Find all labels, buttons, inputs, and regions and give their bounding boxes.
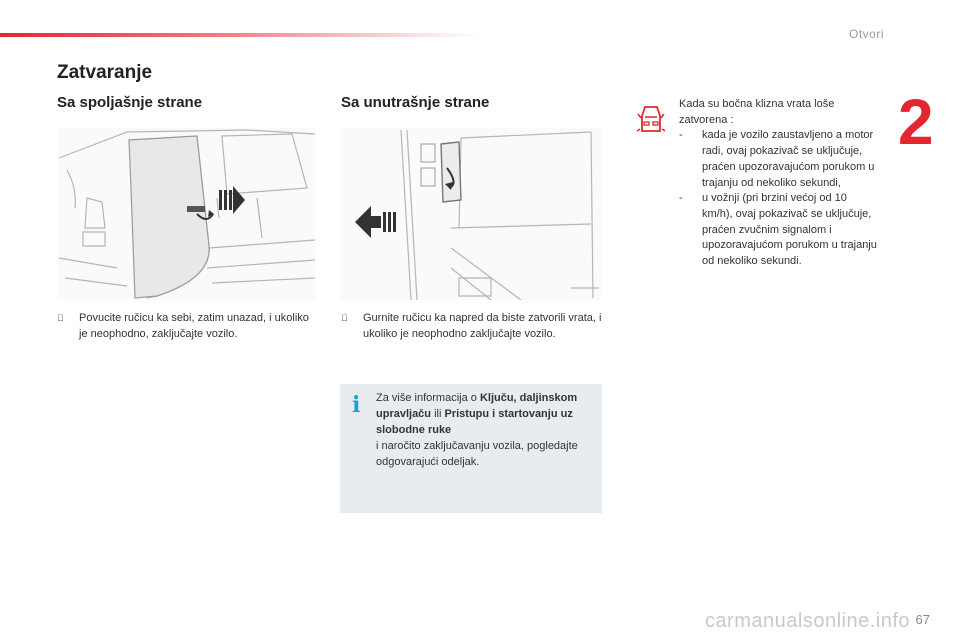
page-title: Zatvaranje [57,62,153,83]
door-interior-drawing [341,128,601,300]
info-link-keyless: Pristupu i startovanju uz slobodne ruke [376,408,573,436]
door-open-warning-icon [636,104,666,134]
illustration-outside-handle [57,128,315,300]
info-link-key: Ključu, daljinskom upravljaču [376,392,578,420]
info-text-1: Za više informacija o [376,392,480,404]
step-outside [57,310,317,342]
subtitle-inside: Sa unutrašnje strane [341,94,490,111]
info-box [340,384,602,513]
push-arrow-icon [355,206,396,238]
info-text-2: ili [431,408,445,420]
step-inside-text: Gurnite ručicu ka napred da biste zatvorili vrata, i ukoliko je neophodno zaključajte vozilo. [363,312,602,340]
info-text [376,390,588,470]
warning-item-1: - kada je vozilo zaustavljeno a motor radi, ovaj pokazivač se uključuje, praćen upozoravajućom porukom u trajanju od nekoliko sekundi, [679,129,875,189]
warning-item-2: - u vožnji (pri brzini većoj od 10 km/h), ovaj pokazivač se uključuje, praćen zvučnim signalom i upozoravajućom porukom u trajanju od nekoliko sekundi. [679,192,877,268]
bullet-icon [341,310,348,326]
info-icon: i [352,392,361,418]
subtitle-outside: Sa spoljašnje strane [57,94,203,111]
step-outside-text: Povucite ručicu ka sebi, zatim unazad, i ukoliko je neophodno, zaključajte vozilo. [79,312,309,340]
header-accent-bar [0,33,480,37]
van-exterior-drawing [57,128,315,300]
pull-arrow-icon [219,186,245,214]
chapter-number: 2 [898,86,934,158]
info-text-3: i naročito zaključavanju vozila, pogledajte odgovarajući odeljak. [376,440,578,468]
warning-text [679,97,879,270]
bullet-icon [57,310,64,326]
warning-intro: Kada su bočna klizna vrata loše zatvorena : [679,98,835,126]
section-name: Otvori [848,27,884,41]
page-number: 67 [915,612,930,627]
watermark: carmanualsonline.info [704,610,910,632]
illustration-inside-handle [341,128,601,300]
step-inside [341,310,603,342]
